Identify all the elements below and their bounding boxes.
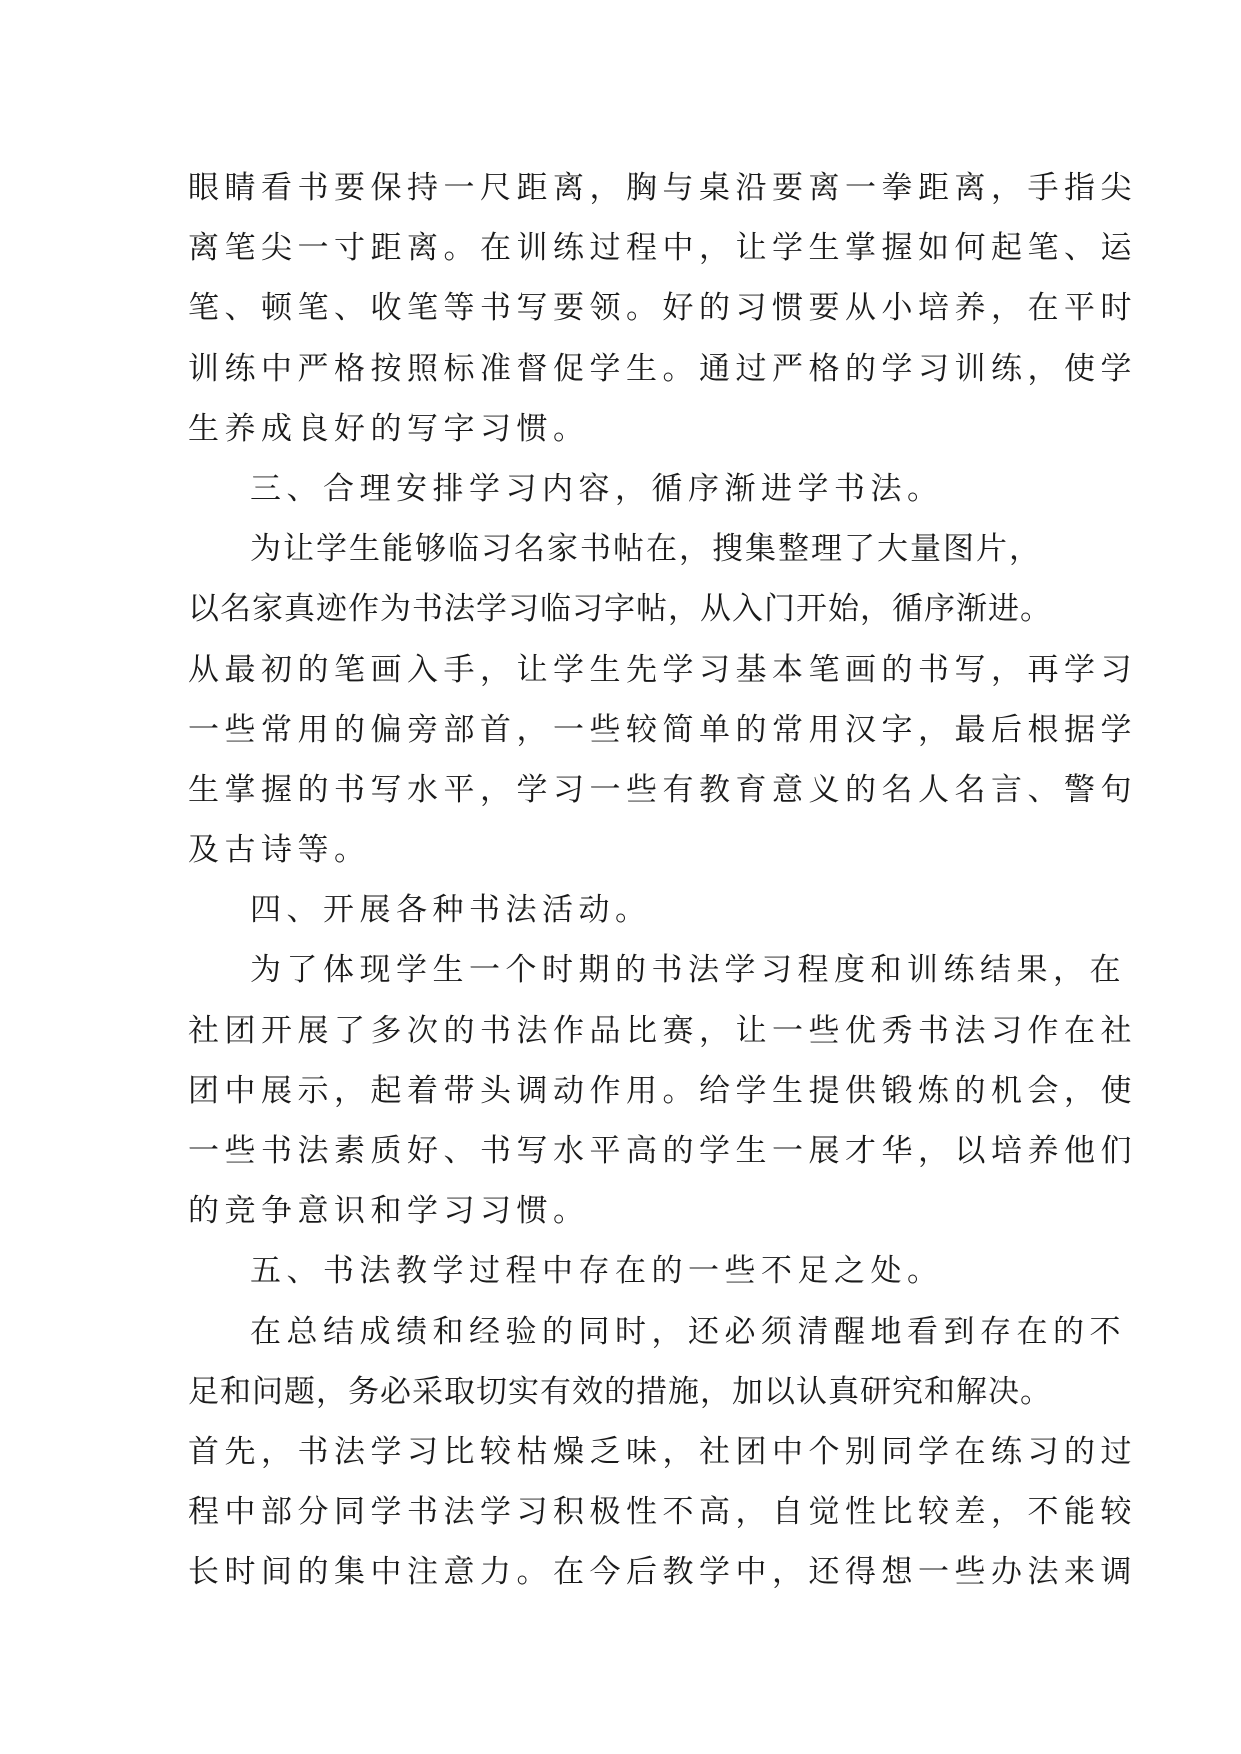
text-line: 的竞争意识和学习习惯。 bbox=[188, 1193, 590, 1230]
text-line: 一些常用的偏旁部首，一些较简单的常用汉字，最后根据学 bbox=[188, 711, 1137, 748]
text-line: 从最初的笔画入手，让学生先学习基本笔画的书写，再学习 bbox=[188, 651, 1137, 688]
text-line: 生养成良好的写字习惯。 bbox=[188, 410, 590, 447]
text-line: 以名家真迹作为书法学习临习字帖，从入门开始，循序渐进。 bbox=[188, 591, 1052, 628]
text-line: 及古诗等。 bbox=[188, 832, 371, 869]
text-line: 团中展示，起着带头调动作用。给学生提供锻炼的机会，使 bbox=[188, 1072, 1137, 1109]
text-line: 训练中严格按照标准督促学生。通过严格的学习训练，使学 bbox=[188, 350, 1137, 387]
text-line: 笔、顿笔、收笔等书写要领。好的习惯要从小培养，在平时 bbox=[188, 290, 1137, 327]
text-line: 离笔尖一寸距离。在训练过程中，让学生掌握如何起笔、运 bbox=[188, 230, 1137, 267]
section-heading-5: 五、书法教学过程中存在的一些不足之处。 bbox=[250, 1253, 944, 1290]
text-line: 一些书法素质好、书写水平高的学生一展才华，以培养他们 bbox=[188, 1133, 1137, 1169]
text-line: 为让学生能够临习名家书帖在，搜集整理了大量图片， bbox=[250, 531, 1042, 568]
text-line: 眼睛看书要保持一尺距离，胸与桌沿要离一拳距离，手指尖 bbox=[188, 170, 1137, 206]
text-line: 生掌握的书写水平，学习一些有教育意义的名人名言、警句 bbox=[188, 771, 1137, 808]
body-text bbox=[188, 158, 1137, 1603]
text-line: 在总结成绩和经验的同时，还必须清醒地看到存在的不 bbox=[250, 1313, 1126, 1350]
text-line: 长时间的集中注意力。在今后教学中，还得想一些办法来调 bbox=[188, 1554, 1137, 1591]
text-line: 程中部分同学书法学习积极性不高，自觉性比较差，不能较 bbox=[188, 1494, 1137, 1531]
text-line: 社团开展了多次的书法作品比赛，让一些优秀书法习作在社 bbox=[188, 1012, 1137, 1049]
text-line: 为了体现学生一个时期的书法学习程度和训练结果，在 bbox=[250, 952, 1126, 989]
section-heading-4: 四、开展各种书法活动。 bbox=[250, 892, 652, 929]
text-line: 首先，书法学习比较枯燥乏味，社团中个别同学在练习的过 bbox=[188, 1433, 1137, 1470]
text-line: 足和问题，务必采取切实有效的措施，加以认真研究和解决。 bbox=[188, 1373, 1052, 1410]
section-heading-3: 三、合理安排学习内容，循序渐进学书法。 bbox=[250, 470, 944, 507]
